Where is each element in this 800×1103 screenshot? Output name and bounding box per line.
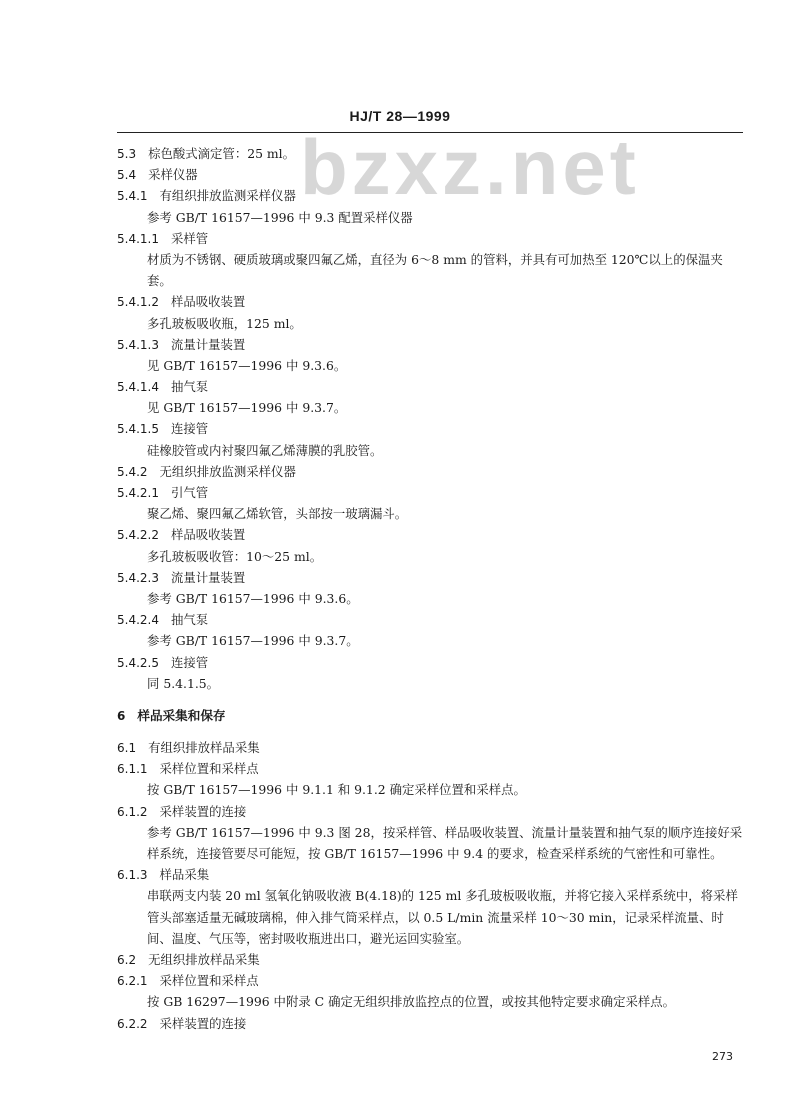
clause-5-4-1-5: 5.4.1.5 连接管: [117, 421, 209, 437]
body-text: 串联两支内装 20 ml 氢氧化钠吸收液 B(4.18)的 125 ml 多孔玻板吸收瓶，并将它接入采样系统中，将采样管头部塞适量无碱玻璃棉，伸入排气筒采样点，以 0.5 L/min 流量采样 10～30 min，记录采样流量、时间、温度、气压等，密封吸收瓶进出口，避光运回实验室。: [147, 888, 738, 946]
clause-5-4-2-2: 5.4.2.2 样品吸收装置: [117, 527, 246, 543]
clause-6-2-2: 6.2.2 采样装置的连接: [117, 1015, 247, 1031]
clause-5-4: 5.4 采样仪器: [117, 167, 198, 183]
body-text: 多孔玻板吸收管：10～25 ml。: [147, 548, 323, 564]
body-text: 参考 GB/T 16157—1996 中 9.3 配置采样仪器: [147, 209, 413, 225]
body-text: 参考 GB/T 16157—1996 中 9.3.6。: [147, 590, 359, 606]
body-text: 参考 GB/T 16157—1996 中 9.3.7。: [147, 633, 359, 649]
body-text: 见 GB/T 16157—1996 中 9.3.7。: [147, 400, 347, 416]
clause-5-4-1-3: 5.4.1.3 流量计量装置: [117, 336, 246, 352]
clause-6-2: 6.2 无组织排放样品采集: [117, 952, 260, 968]
body-text: 多孔玻板吸收瓶，125 ml。: [147, 315, 302, 331]
page-number: 273: [712, 1050, 733, 1063]
clause-6-1-2: 6.1.2 采样装置的连接: [117, 803, 247, 819]
watermark: bzxz.net: [300, 123, 640, 211]
clause-5-4-2-1: 5.4.2.1 引气管: [117, 485, 209, 501]
clause-5-4-1-4: 5.4.1.4 抽气泵: [117, 379, 209, 395]
clause-5-4-2: 5.4.2 无组织排放监测采样仪器: [117, 463, 296, 479]
body-text: 参考 GB/T 16157—1996 中 9.3 图 28，按采样管、样品吸收装置、流量计量装置和抽气泵的顺序连接好采样系统，连接管要尽可能短，按 GB/T 16157—1996 中 9.4 的要求，检查采样系统的气密性和可靠性。: [147, 824, 743, 862]
body-text: 材质为不锈钢、硬质玻璃或聚四氟乙烯，直径为 6～8 mm 的管料，并具有可加热至 120℃以上的保温夹套。: [147, 251, 723, 289]
clause-5-4-1: 5.4.1 有组织排放监测采样仪器: [117, 188, 296, 204]
clause-6-1: 6.1 有组织排放样品采集: [117, 740, 260, 756]
body-text: 见 GB/T 16157—1996 中 9.3.6。: [147, 357, 347, 373]
clause-6-1-3: 6.1.3 样品采集: [117, 867, 210, 883]
document-body: [117, 143, 743, 1034]
clause-5-4-1-2: 5.4.1.2 样品吸收装置: [117, 294, 246, 310]
body-text: 同 5.4.1.5。: [147, 675, 220, 691]
clause-5-4-1-1: 5.4.1.1 采样管: [117, 230, 209, 246]
clause-6-1-1: 6.1.1 采样位置和采样点: [117, 761, 259, 777]
body-text: 硅橡胶管或内衬聚四氟乙烯薄膜的乳胶管。: [147, 442, 383, 458]
section-6-heading: 6 样品采集和保存: [117, 707, 226, 723]
body-text: 聚乙烯、聚四氟乙烯软管，头部按一玻璃漏斗。: [147, 506, 408, 522]
body-text: 按 GB 16297—1996 中附录 C 确定无组织排放监控点的位置，或按其他特定要求确定采样点。: [147, 994, 676, 1010]
clause-5-3: 5.3 棕色酸式滴定管：25 ml。: [117, 146, 296, 161]
body-text: 按 GB/T 16157—1996 中 9.1.1 和 9.1.2 确定采样位置和采样点。: [147, 782, 526, 798]
clause-5-4-2-4: 5.4.2.4 抽气泵: [117, 612, 209, 628]
clause-5-4-2-3: 5.4.2.3 流量计量装置: [117, 569, 246, 585]
document-header: HJ/T 28—1999: [349, 108, 451, 124]
clause-5-4-2-5: 5.4.2.5 连接管: [117, 654, 209, 670]
clause-6-2-1: 6.2.1 采样位置和采样点: [117, 973, 259, 989]
